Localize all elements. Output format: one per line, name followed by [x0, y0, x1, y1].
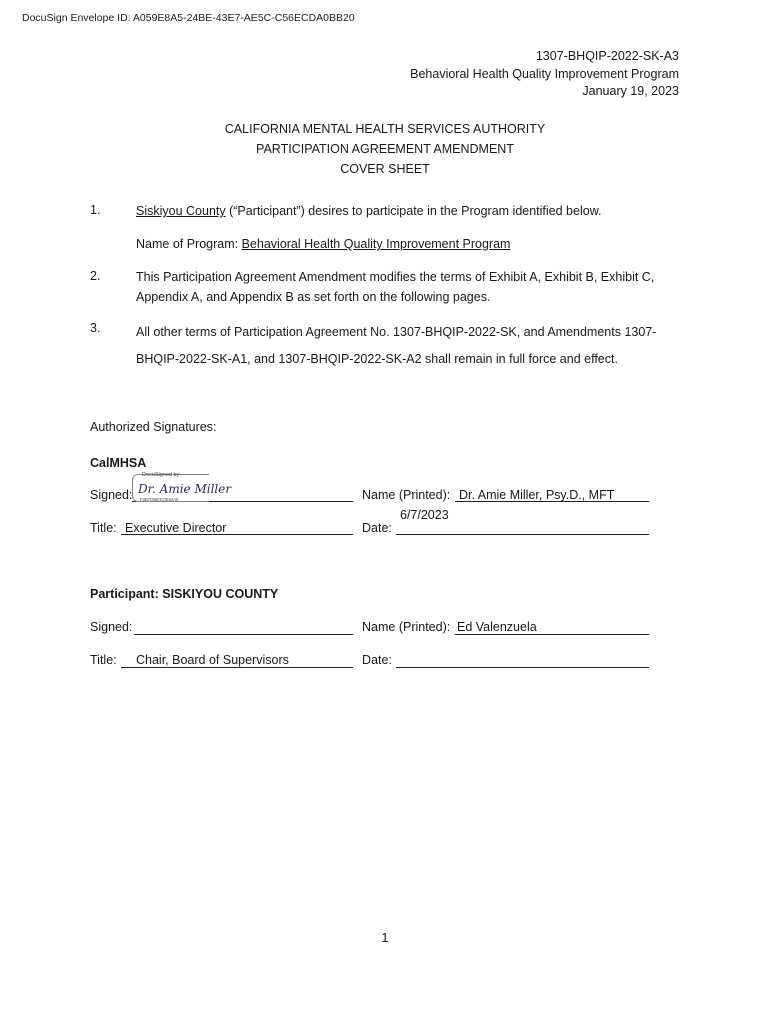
program-name-value: Behavioral Health Quality Improvement Program — [241, 237, 511, 251]
participant-title-label: Title: — [90, 653, 117, 667]
participant-name-value: Ed Valenzuela — [457, 620, 537, 634]
program-name-label: Name of Program: — [136, 237, 242, 251]
program-name-header: Behavioral Health Quality Improvement Program — [410, 66, 679, 81]
calmhsa-signed-label: Signed: — [90, 488, 133, 502]
participant-title-line — [121, 667, 353, 668]
participant-name-label: Name (Printed): — [362, 620, 451, 634]
document-number: 1307-BHQIP-2022-SK-A3 — [535, 49, 679, 63]
participant-name-line — [455, 634, 649, 635]
calmhsa-title-value: Executive Director — [125, 521, 227, 535]
participant-date-label: Date: — [362, 653, 392, 667]
calmhsa-title-label: Title: — [90, 521, 117, 535]
document-header — [410, 48, 679, 101]
item-3-text: All other terms of Participation Agreement No. 1307-BHQIP-2022-SK, and Amendments 1307-BHQIP-2022-SK-A1, and 1307-BHQIP-2022-SK-A2 shall remain in full force and effect. — [136, 325, 657, 366]
title-line-1: CALIFORNIA MENTAL HEALTH SERVICES AUTHORITY — [224, 122, 546, 136]
docusign-envelope-id: DocuSign Envelope ID: A059E8A5-24BE-43E7-AE5C-C56ECDA0BB20 — [22, 12, 355, 24]
calmhsa-date-label: Date: — [362, 521, 392, 535]
calmhsa-date-value: 6/7/2023 — [400, 508, 449, 522]
calmhsa-date-line — [396, 534, 649, 535]
title-line-3: COVER SHEET — [340, 162, 430, 176]
item-1-rest: (“Participant”) desires to participate in the Program identified below. — [225, 204, 602, 218]
docusign-signature-id: F3B7D5B0C0E54A8 — [140, 497, 179, 502]
item-3-number: 3. — [90, 321, 101, 335]
calmhsa-name-label: Name (Printed): — [362, 488, 451, 502]
calmhsa-name-value: Dr. Amie Miller, Psy.D., MFT — [459, 488, 615, 502]
participant-title-value: Chair, Board of Supervisors — [136, 653, 289, 667]
document-date: January 19, 2023 — [582, 84, 679, 98]
page-number: 1 — [381, 930, 389, 945]
participant-label: Participant: SISKIYOU COUNTY — [90, 587, 279, 601]
title-block — [0, 119, 770, 179]
title-line-2: PARTICIPATION AGREEMENT AMENDMENT — [256, 142, 514, 156]
program-name-line — [136, 234, 676, 254]
item-2-number: 2. — [90, 269, 101, 283]
item-1-number: 1. — [90, 203, 101, 217]
participant-county: Siskiyou County — [136, 204, 226, 218]
participant-date-line[interactable] — [396, 667, 649, 668]
calmhsa-label: CalMHSA — [90, 456, 147, 470]
participant-signed-label: Signed: — [90, 620, 133, 634]
item-1-text — [136, 201, 676, 221]
authorized-signatures-heading: Authorized Signatures: — [90, 420, 217, 434]
calmhsa-signature: Dr. Amie Miller — [138, 482, 232, 496]
participant-signature-line[interactable] — [134, 634, 353, 635]
docusign-caption: DocuSigned by: — [142, 472, 181, 478]
item-2-text: This Participation Agreement Amendment modifies the terms of Exhibit A, Exhibit B, Exhibit C, Appendix A, and Appendix B as set forth on the following pages. — [136, 270, 655, 304]
